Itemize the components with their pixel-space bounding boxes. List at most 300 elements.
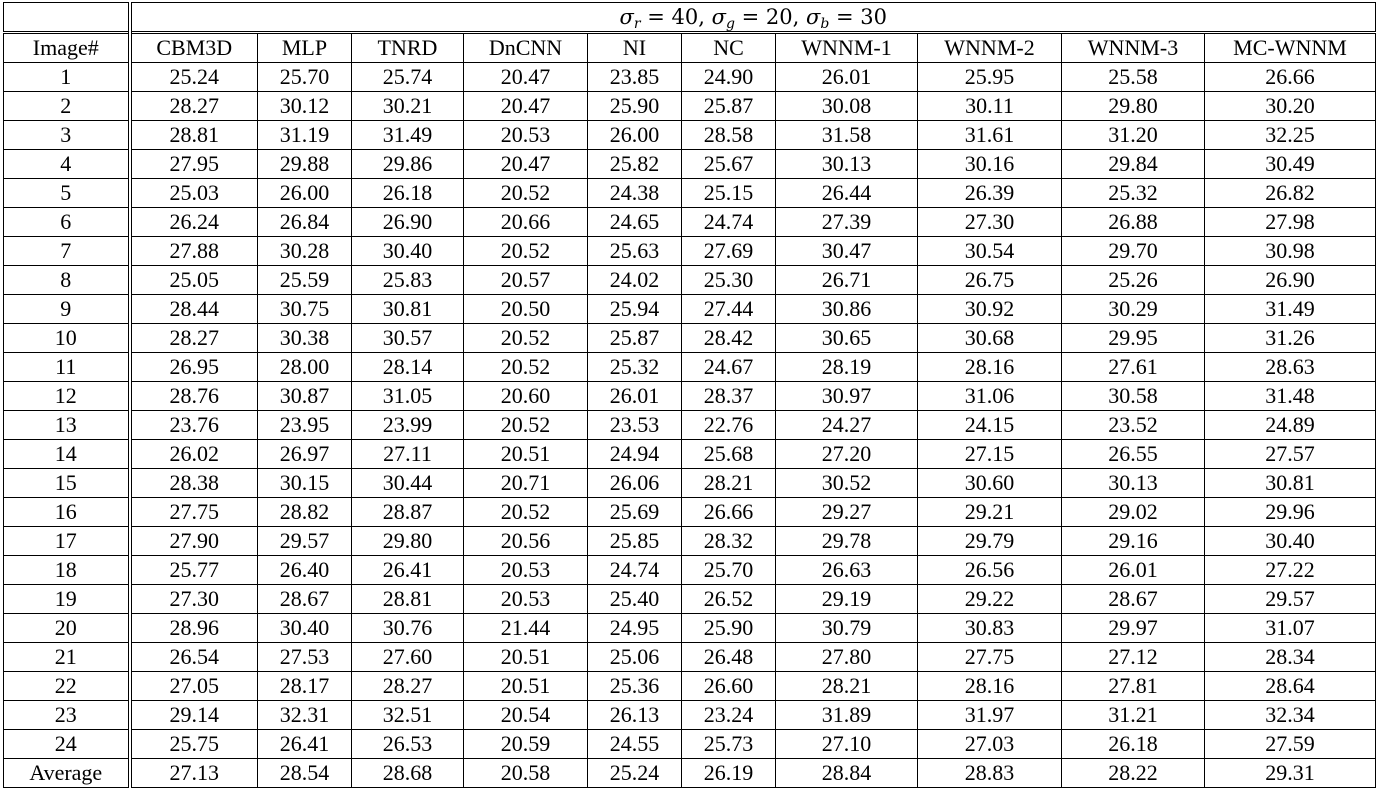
table-cell: 27.88 [130,237,258,266]
table-cell: 25.82 [588,150,682,179]
row-label: 20 [4,614,130,643]
table-cell: 27.90 [130,527,258,556]
table-cell: 29.88 [258,150,352,179]
row-label: 11 [4,353,130,382]
table-cell: 25.30 [682,266,776,295]
table-cell: 27.80 [776,643,918,672]
table-cell: 26.56 [918,556,1062,585]
table-cell: 28.27 [352,672,464,701]
table-cell: 25.95 [918,63,1062,92]
table-cell: 25.87 [682,92,776,121]
table-cell: 25.36 [588,672,682,701]
table-cell: 30.54 [918,237,1062,266]
table-cell: 28.81 [352,585,464,614]
table-cell: 27.30 [130,585,258,614]
noise-level-header: $\sigma_r = 40$, $\sigma_g = 20$, $\sigma_b = 30$ [130,3,1376,33]
table-cell: 25.59 [258,266,352,295]
table-cell: 30.13 [776,150,918,179]
table-cell: 30.97 [776,382,918,411]
table-cell: 26.01 [1062,556,1205,585]
table-cell: 31.20 [1062,121,1205,150]
noise-level-header-row [4,3,1376,33]
table-cell: 26.66 [682,498,776,527]
table-cell: 25.77 [130,556,258,585]
table-row [4,498,1376,527]
table-cell: 29.19 [776,585,918,614]
table-cell: 32.25 [1205,121,1376,150]
table-cell: 25.24 [588,759,682,788]
table-cell: 31.05 [352,382,464,411]
table-cell: 23.85 [588,63,682,92]
table-cell: 24.74 [682,208,776,237]
row-label: 21 [4,643,130,672]
table-cell: 20.52 [464,353,588,382]
table-row [4,237,1376,266]
table-row [4,266,1376,295]
table-cell: 26.54 [130,643,258,672]
table-cell: 29.78 [776,527,918,556]
column-header-tnrd: TNRD [352,33,464,63]
table-cell: 20.56 [464,527,588,556]
table-cell: 31.89 [776,701,918,730]
table-cell: 29.80 [1062,92,1205,121]
row-label: 13 [4,411,130,440]
row-label: 8 [4,266,130,295]
table-row [4,382,1376,411]
table-cell: 25.24 [130,63,258,92]
table-cell: 28.21 [682,469,776,498]
row-label: 3 [4,121,130,150]
table-cell: 24.38 [588,179,682,208]
table-cell: 28.22 [1062,759,1205,788]
table-cell: 20.52 [464,324,588,353]
table-cell: 20.57 [464,266,588,295]
table-cell: 20.53 [464,121,588,150]
table-cell: 30.15 [258,469,352,498]
table-row [4,614,1376,643]
table-cell: 23.95 [258,411,352,440]
table-cell: 25.94 [588,295,682,324]
table-cell: 30.21 [352,92,464,121]
row-label: 5 [4,179,130,208]
table-cell: 20.60 [464,382,588,411]
table-cell: 20.51 [464,672,588,701]
table-cell: 29.84 [1062,150,1205,179]
table-cell: 30.16 [918,150,1062,179]
table-cell: 30.81 [352,295,464,324]
table-cell: 30.92 [918,295,1062,324]
table-cell: 27.44 [682,295,776,324]
table-cell: 27.59 [1205,730,1376,759]
table-row [4,527,1376,556]
table-cell: 28.27 [130,324,258,353]
table-cell: 25.63 [588,237,682,266]
table-cell: 27.30 [918,208,1062,237]
table-row [4,469,1376,498]
column-header-wnnm-2: WNNM-2 [918,33,1062,63]
table-cell: 20.51 [464,643,588,672]
row-label: 12 [4,382,130,411]
table-cell: 30.83 [918,614,1062,643]
table-cell: 30.11 [918,92,1062,121]
column-header-row [4,33,1376,63]
table-cell: 30.86 [776,295,918,324]
table-cell: 26.75 [918,266,1062,295]
table-cell: 30.08 [776,92,918,121]
table-cell: 26.66 [1205,63,1376,92]
table-row [4,121,1376,150]
table-cell: 26.02 [130,440,258,469]
table-cell: 26.95 [130,353,258,382]
table-cell: 25.32 [588,353,682,382]
table-cell: 28.14 [352,353,464,382]
column-header-wnnm-1: WNNM-1 [776,33,918,63]
table-cell: 26.90 [1205,266,1376,295]
table-cell: 25.40 [588,585,682,614]
table-cell: 28.54 [258,759,352,788]
table-cell: 30.68 [918,324,1062,353]
table-cell: 28.81 [130,121,258,150]
table-cell: 29.95 [1062,324,1205,353]
table-row [4,150,1376,179]
table-cell: 27.05 [130,672,258,701]
table-cell: 27.81 [1062,672,1205,701]
table-cell: 30.58 [1062,382,1205,411]
table-cell: 32.51 [352,701,464,730]
table-cell: 25.05 [130,266,258,295]
table-cell: 26.13 [588,701,682,730]
table-cell: 26.48 [682,643,776,672]
table-cell: 31.07 [1205,614,1376,643]
table-cell: 26.01 [588,382,682,411]
table-cell: 28.16 [918,353,1062,382]
table-cell: 30.65 [776,324,918,353]
table-cell: 28.58 [682,121,776,150]
table-cell: 25.68 [682,440,776,469]
table-cell: 32.34 [1205,701,1376,730]
table-cell: 28.21 [776,672,918,701]
table-cell: 25.87 [588,324,682,353]
table-cell: 28.44 [130,295,258,324]
table-cell: 20.53 [464,585,588,614]
table-cell: 25.67 [682,150,776,179]
table-cell: 27.39 [776,208,918,237]
table-cell: 20.47 [464,150,588,179]
table-cell: 31.58 [776,121,918,150]
table-cell: 20.47 [464,92,588,121]
table-row [4,440,1376,469]
table-cell: 30.75 [258,295,352,324]
table-cell: 31.21 [1062,701,1205,730]
table-cell: 20.53 [464,556,588,585]
table-cell: 30.57 [352,324,464,353]
table-cell: 28.63 [1205,353,1376,382]
table-cell: 26.60 [682,672,776,701]
table-row [4,353,1376,382]
table-cell: 31.19 [258,121,352,150]
table-cell: 27.15 [918,440,1062,469]
table-cell: 30.44 [352,469,464,498]
table-cell: 24.55 [588,730,682,759]
table-cell: 25.26 [1062,266,1205,295]
table-cell: 25.58 [1062,63,1205,92]
table-cell: 28.83 [918,759,1062,788]
table-cell: 29.79 [918,527,1062,556]
table-cell: 27.20 [776,440,918,469]
table-cell: 26.90 [352,208,464,237]
table-cell: 26.41 [258,730,352,759]
table-cell: 26.44 [776,179,918,208]
table-cell: 26.18 [1062,730,1205,759]
psnr-results-table [3,2,1376,788]
table-cell: 25.32 [1062,179,1205,208]
table-row [4,324,1376,353]
table-cell: 28.32 [682,527,776,556]
table-cell: 27.13 [130,759,258,788]
row-label: 19 [4,585,130,614]
table-cell: 23.99 [352,411,464,440]
table-cell: 30.29 [1062,295,1205,324]
table-cell: 27.53 [258,643,352,672]
table-cell: 30.38 [258,324,352,353]
row-label: 4 [4,150,130,179]
row-label: 14 [4,440,130,469]
column-header-dncnn: DnCNN [464,33,588,63]
table-cell: 28.82 [258,498,352,527]
table-cell: 29.14 [130,701,258,730]
table-cell: 31.48 [1205,382,1376,411]
row-label: 17 [4,527,130,556]
table-cell: 20.66 [464,208,588,237]
table-cell: 31.26 [1205,324,1376,353]
table-cell: 30.81 [1205,469,1376,498]
table-cell: 20.52 [464,498,588,527]
table-cell: 31.61 [918,121,1062,150]
table-cell: 26.01 [776,63,918,92]
table-cell: 28.67 [1062,585,1205,614]
table-cell: 25.70 [258,63,352,92]
table-cell: 20.59 [464,730,588,759]
row-label: Average [4,759,130,788]
sigma-g-value: 20 [765,5,793,29]
table-cell: 30.13 [1062,469,1205,498]
table-cell: 24.27 [776,411,918,440]
column-header-mc-wnnm: MC-WNNM [1205,33,1376,63]
table-cell: 27.60 [352,643,464,672]
table-cell: 28.67 [258,585,352,614]
row-label: 15 [4,469,130,498]
table-cell: 26.19 [682,759,776,788]
table-cell: 26.39 [918,179,1062,208]
table-cell: 24.94 [588,440,682,469]
table-cell: 27.98 [1205,208,1376,237]
table-cell: 23.24 [682,701,776,730]
table-row [4,759,1376,788]
table-row [4,585,1376,614]
table-cell: 27.75 [130,498,258,527]
column-header-mlp: MLP [258,33,352,63]
table-cell: 20.71 [464,469,588,498]
table-cell: 29.80 [352,527,464,556]
table-cell: 30.40 [1205,527,1376,556]
table-cell: 28.16 [918,672,1062,701]
table-cell: 26.97 [258,440,352,469]
table-cell: 29.21 [918,498,1062,527]
table-cell: 29.27 [776,498,918,527]
table-cell: 24.90 [682,63,776,92]
table-cell: 26.63 [776,556,918,585]
table-cell: 30.76 [352,614,464,643]
table-cell: 20.52 [464,179,588,208]
table-cell: 21.44 [464,614,588,643]
table-cell: 29.96 [1205,498,1376,527]
table-cell: 30.28 [258,237,352,266]
table-cell: 27.75 [918,643,1062,672]
results-table-container [3,2,1376,788]
table-row [4,672,1376,701]
table-row [4,411,1376,440]
table-cell: 25.70 [682,556,776,585]
table-cell: 20.50 [464,295,588,324]
table-cell: 27.12 [1062,643,1205,672]
table-cell: 23.52 [1062,411,1205,440]
table-cell: 32.31 [258,701,352,730]
table-cell: 28.19 [776,353,918,382]
table-cell: 25.74 [352,63,464,92]
table-row [4,556,1376,585]
table-cell: 29.86 [352,150,464,179]
table-cell: 30.40 [352,237,464,266]
table-cell: 25.75 [130,730,258,759]
table-cell: 26.18 [352,179,464,208]
table-cell: 30.47 [776,237,918,266]
row-label: 16 [4,498,130,527]
column-header-ni: NI [588,33,682,63]
table-cell: 20.58 [464,759,588,788]
table-cell: 27.95 [130,150,258,179]
row-label: 6 [4,208,130,237]
table-cell: 25.90 [588,92,682,121]
table-cell: 25.69 [588,498,682,527]
table-cell: 28.96 [130,614,258,643]
table-cell: 26.52 [682,585,776,614]
table-cell: 26.53 [352,730,464,759]
table-cell: 26.55 [1062,440,1205,469]
column-header-cbm3d: CBM3D [130,33,258,63]
table-cell: 20.54 [464,701,588,730]
table-cell: 30.98 [1205,237,1376,266]
table-cell: 29.16 [1062,527,1205,556]
table-cell: 29.22 [918,585,1062,614]
table-cell: 30.12 [258,92,352,121]
row-label: 22 [4,672,130,701]
row-label: 1 [4,63,130,92]
row-label: 10 [4,324,130,353]
table-cell: 28.84 [776,759,918,788]
table-cell: 26.06 [588,469,682,498]
table-row [4,92,1376,121]
table-cell: 20.52 [464,411,588,440]
table-cell: 25.90 [682,614,776,643]
table-cell: 29.31 [1205,759,1376,788]
table-cell: 29.57 [1205,585,1376,614]
table-cell: 22.76 [682,411,776,440]
table-cell: 29.57 [258,527,352,556]
table-cell: 28.00 [258,353,352,382]
table-cell: 26.40 [258,556,352,585]
table-cell: 29.70 [1062,237,1205,266]
table-cell: 26.00 [258,179,352,208]
table-cell: 31.49 [352,121,464,150]
table-cell: 23.76 [130,411,258,440]
column-header-nc: NC [682,33,776,63]
table-cell: 20.47 [464,63,588,92]
table-cell: 26.71 [776,266,918,295]
sigma-r-value: 40 [671,5,699,29]
table-cell: 20.51 [464,440,588,469]
table-cell: 26.41 [352,556,464,585]
table-cell: 30.60 [918,469,1062,498]
column-header-image-index: Image# [4,33,130,63]
table-cell: 28.87 [352,498,464,527]
table-cell: 30.49 [1205,150,1376,179]
table-cell: 29.02 [1062,498,1205,527]
table-cell: 30.52 [776,469,918,498]
row-label: 2 [4,92,130,121]
row-label: 23 [4,701,130,730]
table-cell: 23.53 [588,411,682,440]
table-row [4,295,1376,324]
table-cell: 26.00 [588,121,682,150]
table-cell: 27.03 [918,730,1062,759]
sigma-b-value: 30 [860,5,887,29]
table-cell: 24.02 [588,266,682,295]
table-body [4,63,1376,788]
table-cell: 28.27 [130,92,258,121]
table-cell: 31.06 [918,382,1062,411]
table-cell: 28.17 [258,672,352,701]
table-row [4,208,1376,237]
row-label: 9 [4,295,130,324]
table-cell: 28.34 [1205,643,1376,672]
row-label: 24 [4,730,130,759]
table-cell: 24.95 [588,614,682,643]
table-cell: 26.82 [1205,179,1376,208]
table-cell: 25.03 [130,179,258,208]
table-cell: 30.79 [776,614,918,643]
table-cell: 24.15 [918,411,1062,440]
table-cell: 27.22 [1205,556,1376,585]
table-cell: 27.11 [352,440,464,469]
table-cell: 20.52 [464,237,588,266]
table-cell: 24.74 [588,556,682,585]
table-cell: 28.64 [1205,672,1376,701]
table-cell: 28.38 [130,469,258,498]
table-cell: 27.57 [1205,440,1376,469]
table-cell: 27.10 [776,730,918,759]
table-cell: 25.83 [352,266,464,295]
table-cell: 30.20 [1205,92,1376,121]
table-cell: 24.67 [682,353,776,382]
table-row [4,701,1376,730]
table-cell: 30.40 [258,614,352,643]
table-cell: 28.76 [130,382,258,411]
table-cell: 31.49 [1205,295,1376,324]
table-cell: 25.06 [588,643,682,672]
table-cell: 25.15 [682,179,776,208]
table-cell: 26.84 [258,208,352,237]
table-cell: 31.97 [918,701,1062,730]
